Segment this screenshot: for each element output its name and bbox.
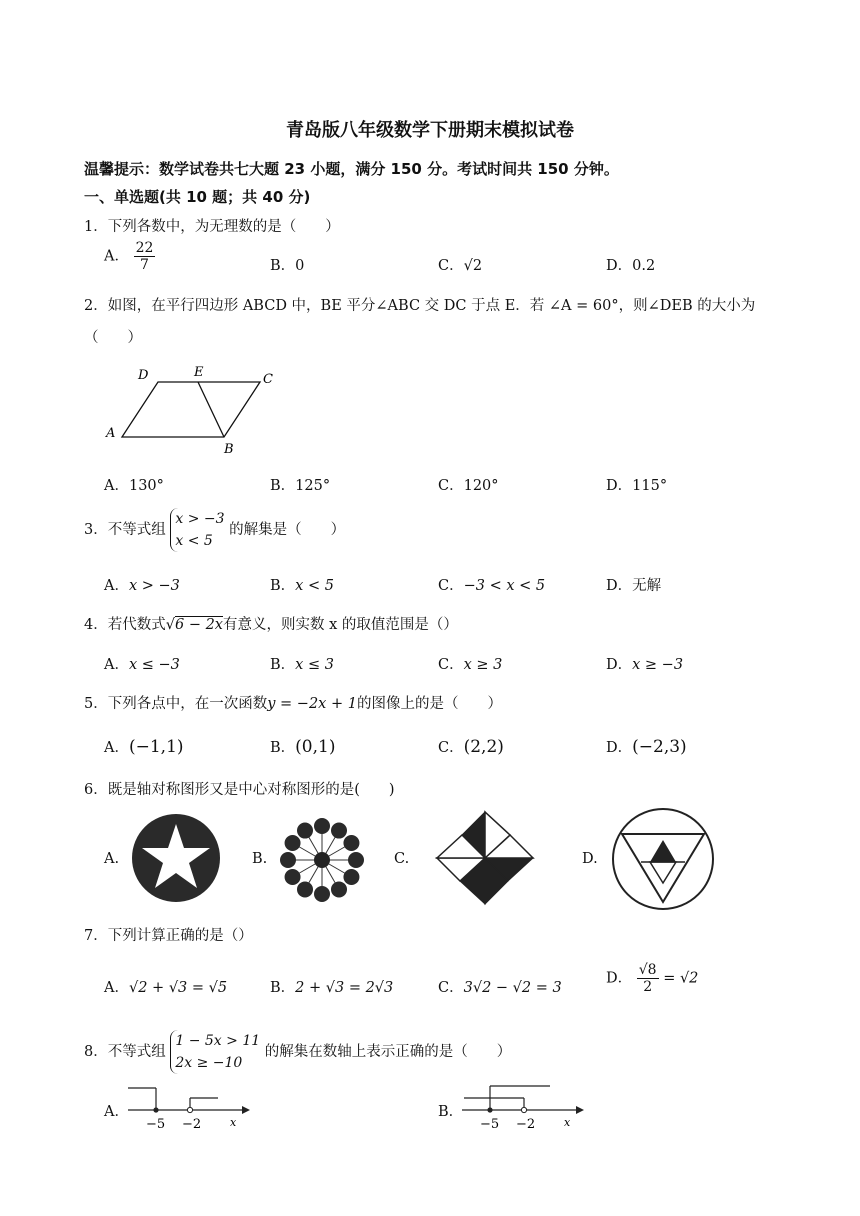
- q4-option-c: C．x ≥ 3: [438, 657, 503, 673]
- petal-circle: [331, 823, 347, 839]
- tick-a-minus5: −5: [146, 1117, 166, 1132]
- q1-option-c: C．√2: [438, 258, 483, 274]
- q7-option-c: C．3√2 − √2 = 3: [438, 980, 562, 996]
- petal-circle: [348, 852, 364, 868]
- section-heading: 一、单选题(共 10 题；共 40 分): [84, 188, 311, 206]
- label-d: D: [138, 368, 149, 383]
- q3-option-b: B．x < 5: [270, 578, 334, 594]
- number-line-b: [458, 1080, 588, 1132]
- q8-label-a: A．: [104, 1104, 129, 1120]
- q6-label-d: D.: [582, 851, 598, 867]
- q5-option-c: C．(2,2): [438, 737, 504, 757]
- q1-option-a: A． $\frac{22}{7}$: [104, 240, 154, 273]
- tick-a-minus2: −2: [182, 1117, 202, 1132]
- number-line-a: [124, 1080, 254, 1132]
- petal-circle: [297, 881, 313, 897]
- axis-b-x: x: [564, 1116, 571, 1129]
- inequality-system-8: 1 − 5x > 11 2x ≥ −10: [170, 1030, 260, 1074]
- question-5-stem: 5．下列各点中，在一次函数y = −2x + 1的图像上的是（ ）: [84, 696, 502, 712]
- q4-option-a: A．x ≤ −3: [104, 657, 180, 673]
- q7-option-d: D． $\frac{√8}{2}$ = √2: [606, 962, 699, 995]
- flower-circles-figure: [272, 812, 372, 908]
- petal-circle: [280, 852, 296, 868]
- pinwheel-figure: [430, 808, 540, 908]
- q2-option-a: A．130°: [104, 478, 164, 494]
- petal-circle: [285, 869, 301, 885]
- petal-circle: [297, 823, 313, 839]
- triangle-in-circle-figure: [610, 806, 716, 912]
- q1-option-b: B．0: [270, 258, 305, 274]
- q6-label-c: C.: [394, 851, 410, 867]
- page-title: 青岛版八年级数学下册期末模拟试卷: [286, 120, 574, 141]
- question-2-stem-cont: （ ）: [84, 330, 142, 346]
- label-a: A: [106, 426, 116, 441]
- q7-option-a: A．√2 + √3 = √5: [104, 980, 228, 996]
- petal-circle: [314, 886, 330, 902]
- petal-circle: [285, 835, 301, 851]
- parallelogram-figure: [100, 362, 290, 458]
- q4-option-b: B．x ≤ 3: [270, 657, 334, 673]
- q2-option-b: B．125°: [270, 478, 331, 494]
- question-1-stem: 1．下列各数中，为无理数的是（ ）: [84, 219, 340, 235]
- petal-circle: [343, 869, 359, 885]
- q2-option-d: D．115°: [606, 478, 668, 494]
- petal-circle: [331, 881, 347, 897]
- inequality-system: x > −3 x < 5: [170, 508, 224, 552]
- tick-b-minus2: −2: [516, 1117, 536, 1132]
- q2-option-c: C．120°: [438, 478, 499, 494]
- label-e: E: [194, 365, 204, 380]
- q7-option-b: B．2 + √3 = 2√3: [270, 980, 394, 996]
- q3-option-c: C．−3 < x < 5: [438, 578, 546, 594]
- question-7-stem: 7．下列计算正确的是（）: [84, 928, 253, 944]
- q5-option-a: A．(−1,1): [104, 737, 184, 757]
- q4-option-d: D．x ≥ −3: [606, 657, 684, 673]
- q5-option-b: B．(0,1): [270, 737, 336, 757]
- q3-option-a: A．x > −3: [104, 578, 180, 594]
- label-c: C: [263, 372, 273, 387]
- question-6-stem: 6．既是轴对称图形又是中心对称图形的是( ): [84, 782, 395, 798]
- q6-label-a: A.: [104, 851, 120, 867]
- q8-label-b: B．: [438, 1104, 464, 1120]
- question-2-stem: 2．如图，在平行四边形 ABCD 中，BE 平分∠ABC 交 DC 于点 E．若 ∠A = 60°，则∠DEB 的大小为: [84, 298, 756, 314]
- star-in-circle-figure: [130, 812, 222, 904]
- petal-circle: [343, 835, 359, 851]
- label-b: B: [224, 442, 234, 457]
- q6-label-b: B.: [252, 851, 268, 867]
- question-8-stem: 8．不等式组 1 − 5x > 11 2x ≥ −10 的解集在数轴上表示正确的是（ ）: [84, 1030, 511, 1074]
- q1-option-d: D．0.2: [606, 258, 656, 274]
- q3-option-d: D．无解: [606, 578, 662, 594]
- axis-a-x: x: [230, 1116, 237, 1129]
- question-4-stem: 4．若代数式√6 − 2x有意义，则实数 x 的取值范围是（）: [84, 617, 458, 633]
- exam-note: 温馨提示：数学试卷共七大题 23 小题，满分 150 分。考试时间共 150 分钟。: [84, 160, 619, 178]
- petal-circle: [314, 818, 330, 834]
- tick-b-minus5: −5: [480, 1117, 500, 1132]
- question-3-stem: 3．不等式组 x > −3 x < 5 的解集是（ ）: [84, 508, 345, 552]
- q5-option-d: D．(−2,3): [606, 737, 687, 757]
